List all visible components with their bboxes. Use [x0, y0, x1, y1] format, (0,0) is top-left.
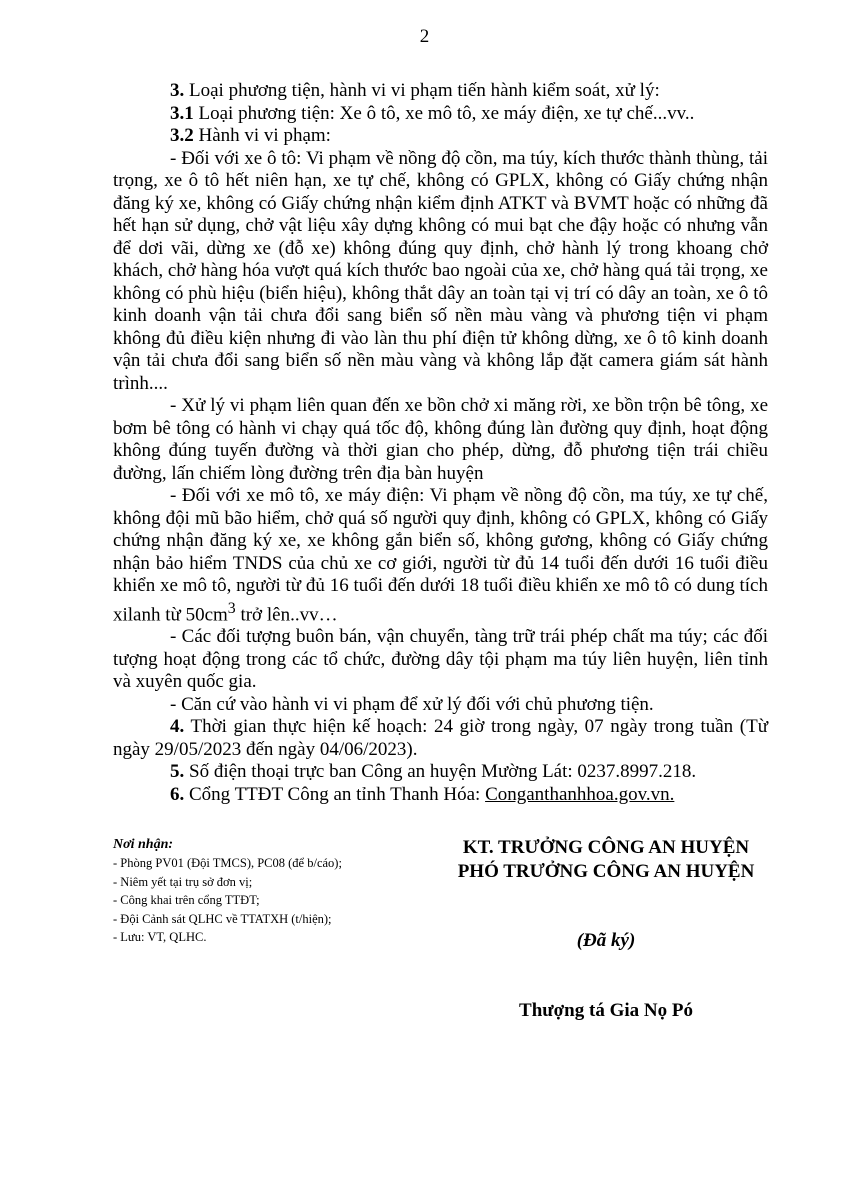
section-number: 3. [170, 80, 185, 101]
section-5: 5. Số điện thoại trực ban Công an huyện Mường Lát: 0237.8997.218. [170, 761, 697, 783]
section-3-1: 3.1 Loại phương tiện: Xe ô tô, xe mô tô, xe máy điện, xe tự chế...vv.. [170, 102, 695, 124]
section-number: 3.1 [170, 102, 194, 124]
section-number: 6. [170, 783, 185, 805]
recipients-block [113, 836, 443, 947]
section-4: 4. Thời gian thực hiện kế hoạch: 24 giờ trong ngày, 07 ngày trong tuần (Từ ngày 29/05/2023 đến ngày 04/06/2023). [113, 716, 768, 760]
paragraph-handling: - Căn cứ vào hành vi vi phạm để xử lý đối với chủ phương tiện. [170, 693, 654, 715]
section-number: 5. [170, 761, 185, 783]
recipient-item: - Lưu: VT, QLHC. [113, 930, 207, 944]
paragraph-tanker-violations: - Xử lý vi phạm liên quan đến xe bồn chở xi măng rời, xe bồn trộn bê tông, xe bơm bê tông có hành vi chạy quá tốc độ, không đúng làn đường quy định, hoạt động không đúng tuyến đường và thời gian cho phép, dừng, đỗ phương tiện trái chiều đường, lấn chiếm lòng đường trên địa bàn huyện [113, 395, 768, 484]
signature-block [443, 836, 769, 1022]
recipient-item: - Phòng PV01 (Đội TMCS), PC08 (để b/cáo); [113, 856, 342, 870]
section-6: 6. Cổng TTĐT Công an tỉnh Thanh Hóa: Conganthanhhoa.gov.vn. [170, 783, 675, 805]
superscript: 3 [227, 599, 236, 617]
recipient-item: - Niêm yết tại trụ sở đơn vị; [113, 874, 253, 889]
recipient-item: - Công khai trên cổng TTĐT; [113, 893, 260, 907]
signer-name: Thượng tá Gia Nọ Pó [519, 1000, 693, 1021]
signature-title-line2: PHÓ TRƯỞNG CÔNG AN HUYỆN [457, 861, 755, 882]
signed-note: (Đã ký) [576, 930, 636, 951]
paragraph-motorbike-violations: - Đối với xe mô tô, xe máy điện: Vi phạm về nồng độ cồn, ma túy, xe tự chế, không đội mũ bão hiểm, chở quá số người quy định, không có GPLX, không có Giấy chứng nhận đăng ký xe, xe không gắn biển số, không gương, không có Giấy chứng nhận bảo hiểm TNDS của chủ xe cơ giới, người từ đủ 14 tuổi đến dưới 16 tuổi điều khiển xe mô tô, người từ đủ 16 tuổi đến dưới 18 tuổi điều khiển xe mô tô có dung tích xilanh từ $50cm^3$ trở lên..vv… [113, 485, 768, 625]
paragraph-drug-subjects: - Các đối tượng buôn bán, vận chuyển, tàng trữ trái phép chất ma túy; các đối tượng hoạt động trong các tổ chức, đường dây tội phạm ma túy liên huyện, liên tỉnh và xuyên quốc gia. [113, 626, 768, 693]
section-number: 3.2 [170, 125, 194, 146]
signature-title-line1: KT. TRƯỞNG CÔNG AN HUYỆN [462, 837, 750, 858]
section-3-heading: 3. Loại phương tiện, hành vi vi phạm tiến hành kiểm soát, xử lý: [170, 80, 660, 101]
section-number: 4. [170, 716, 185, 738]
section-3-2: 3.2 Hành vi vi phạm: [170, 125, 331, 146]
recipients-heading: Nơi nhận: [113, 837, 174, 852]
recipient-item: - Đội Cảnh sát QLHC về TTATXH (t/hiện); [113, 911, 332, 926]
document-body [113, 80, 768, 806]
page-number: 2 [419, 26, 430, 47]
website-link[interactable]: Conganthanhhoa.gov.vn. [485, 783, 675, 805]
paragraph-car-violations: - Đối với xe ô tô: Vi phạm về nồng độ cồn, ma túy, kích thước thành thùng, tải trọng, xe ô tô hết niên hạn, xe tự chế, không có GPLX, không có Giấy chứng nhận đăng ký xe, không có Giấy chứng nhận kiểm định ATKT và BVMT hoặc có những đã hết hạn sử dụng, chở vật liệu xây dựng không có mui bạt che đậy hoặc có nhưng vẫn để dơi vãi, dừng xe (đỗ xe) không đúng quy định, chở hành lý trong khoang chở khách, chở hàng hóa vượt quá kích thước bao ngoài của xe, chở hàng quá tải trọng, xe không có phù hiệu (biển hiệu), không thắt dây an toàn tại vị trí có dây an toàn, xe ô tô kinh doanh vận tải chưa đổi sang biển số nền màu vàng và phương tiện vi phạm không đủ điều kiện nhưng đi vào làn thu phí điện tử không dừng, xe ô tô kinh doanh vận tải chưa đổi sang biển số nền màu vàng và không lắp đặt camera giám sát hành trình.... [113, 147, 768, 394]
